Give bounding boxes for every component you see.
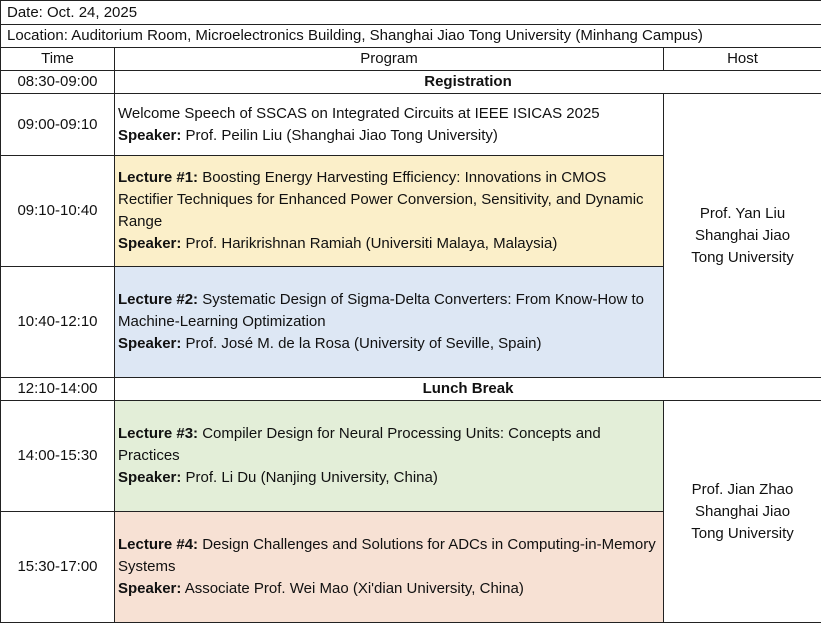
lecture3-title-block	[118, 423, 659, 467]
welcome-speaker: Prof. Peilin Liu (Shanghai Jiao Tong University)	[181, 127, 498, 144]
welcome-speaker-line	[118, 125, 659, 147]
lecture4-speaker-line	[118, 578, 659, 600]
lecture1-speaker-line	[118, 233, 659, 255]
lecture3-label: Lecture #3:	[118, 425, 198, 442]
lecture1-label: Lecture #1:	[118, 169, 198, 186]
host-cell-morning	[664, 94, 821, 378]
host-column-header: Host	[664, 48, 821, 71]
lecture1-program	[115, 156, 664, 267]
welcome-program	[115, 94, 664, 156]
location-text: Location: Auditorium Room, Microelectronics Building, Shanghai Jiao Tong University (Minhang Campus)	[1, 25, 821, 48]
host1-affiliation-line1: Shanghai Jiao	[664, 225, 821, 247]
welcome-speaker-label: Speaker:	[118, 127, 181, 144]
lecture1-title-block	[118, 167, 659, 233]
lecture2-speaker-label: Speaker:	[118, 335, 181, 352]
host2-affiliation-line1: Shanghai Jiao	[664, 501, 821, 523]
lecture1-speaker-label: Speaker:	[118, 235, 181, 252]
lecture4-label: Lecture #4:	[118, 536, 198, 553]
column-header-row	[1, 48, 821, 71]
lecture3-time: 14:00-15:30	[1, 401, 115, 512]
lecture4-time: 15:30-17:00	[1, 512, 115, 623]
host1-name: Prof. Yan Liu	[664, 203, 821, 225]
date-row	[1, 1, 821, 25]
time-column-header: Time	[1, 48, 115, 71]
lecture4-title-block	[118, 534, 659, 578]
lecture4-speaker: Associate Prof. Wei Mao (Xi'dian University, China)	[181, 580, 523, 597]
lecture1-speaker: Prof. Harikrishnan Ramiah (Universiti Malaya, Malaysia)	[181, 235, 557, 252]
registration-label: Registration	[115, 71, 821, 94]
location-row	[1, 25, 821, 48]
lecture4-title: Design Challenges and Solutions for ADCs in Computing-in-Memory Systems	[118, 536, 656, 575]
lecture3-title: Compiler Design for Neural Processing Units: Concepts and Practices	[118, 425, 601, 464]
host1-affiliation-line2: Tong University	[664, 247, 821, 269]
lunch-label: Lunch Break	[115, 378, 821, 401]
host2-name: Prof. Jian Zhao	[664, 479, 821, 501]
lunch-row	[1, 378, 821, 401]
lecture2-speaker: Prof. José M. de la Rosa (University of Seville, Spain)	[181, 335, 541, 352]
lecture3-speaker-label: Speaker:	[118, 469, 181, 486]
lecture2-program	[115, 267, 664, 378]
registration-row	[1, 71, 821, 94]
welcome-row	[1, 94, 821, 156]
lunch-time: 12:10-14:00	[1, 378, 115, 401]
host-cell-afternoon	[664, 401, 821, 623]
lecture3-speaker: Prof. Li Du (Nanjing University, China)	[181, 469, 437, 486]
lecture2-time: 10:40-12:10	[1, 267, 115, 378]
lecture2-title-block	[118, 289, 659, 333]
lecture2-title: Systematic Design of Sigma-Delta Converters: From Know-How to Machine-Learning Optimization	[118, 291, 644, 330]
lecture2-label: Lecture #2:	[118, 291, 198, 308]
lecture2-speaker-line	[118, 333, 659, 355]
welcome-time: 09:00-09:10	[1, 94, 115, 156]
lecture4-program	[115, 512, 664, 623]
date-text: Date: Oct. 24, 2025	[1, 1, 821, 25]
lecture1-time: 09:10-10:40	[1, 156, 115, 267]
lecture4-speaker-label: Speaker:	[118, 580, 181, 597]
lecture3-program	[115, 401, 664, 512]
registration-time: 08:30-09:00	[1, 71, 115, 94]
welcome-title: Welcome Speech of SSCAS on Integrated Circuits at IEEE ISICAS 2025	[118, 103, 659, 125]
program-column-header: Program	[115, 48, 664, 71]
lecture1-title: Boosting Energy Harvesting Efficiency: Innovations in CMOS Rectifier Techniques for Enhanced Power Conversion, Sensitivity, and Dynamic Range	[118, 169, 644, 230]
lecture3-row	[1, 401, 821, 512]
host2-affiliation-line2: Tong University	[664, 523, 821, 545]
lecture3-speaker-line	[118, 467, 659, 489]
